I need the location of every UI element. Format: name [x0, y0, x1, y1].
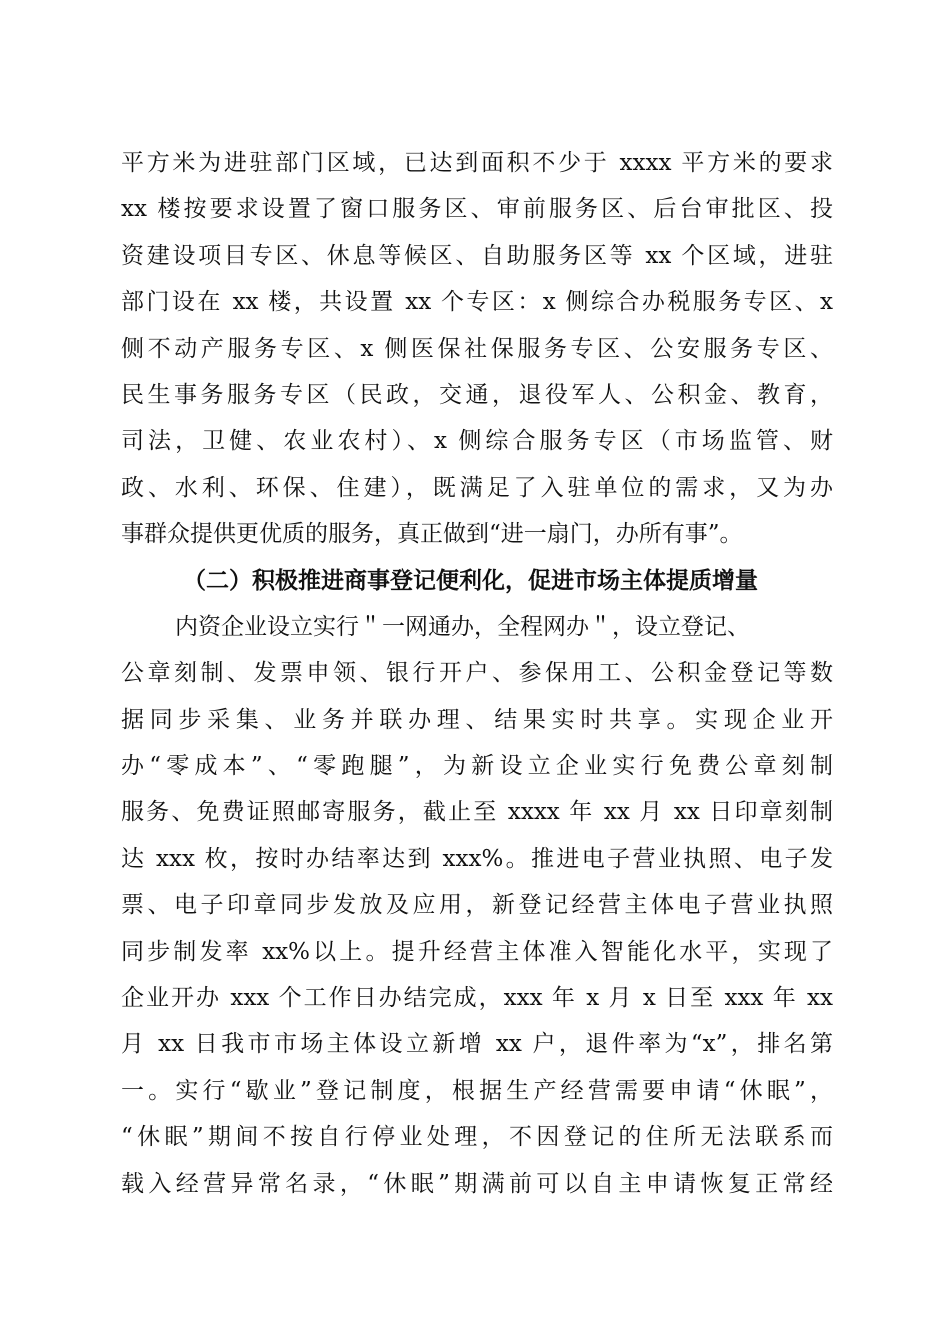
- paragraph-line: xx 楼按要求设置了窗口服务区、审前服务区、后台审批区、投: [121, 196, 833, 223]
- paragraph-line: 据同步采集、业务并联办理、结果实时共享。实现企业开: [121, 706, 833, 733]
- paragraph-line: 达 xxx 枚，按时办结率达到 xxx%。推进电子营业执照、电子发: [121, 845, 833, 872]
- paragraph-line: 办“零成本”、“零跑腿”，为新设立企业实行免费公章刻制: [121, 753, 833, 780]
- document-body: [121, 140, 833, 1207]
- paragraph-line: 资建设项目专区、休息等候区、自助服务区等 xx 个区域，进驻: [121, 242, 833, 269]
- paragraph-line: 企业开办 xxx 个工作日办结完成，xxx 年 x 月 x 日至 xxx 年 xx: [121, 985, 833, 1012]
- paragraph-line: 公章刻制、发票申领、银行开户、参保用工、公积金登记等数: [121, 660, 833, 687]
- paragraph-line: 平方米为进驻部门区域，已达到面积不少于 xxxx 平方米的要求: [121, 150, 833, 176]
- paragraph-line: 侧不动产服务专区、x 侧医保社保服务专区、公安服务专区、: [121, 335, 833, 362]
- paragraph-line: “休眠”期间不按自行停业处理，不因登记的住所无法联系而: [121, 1124, 833, 1151]
- paragraph-line: 政、水利、环保、住建），既满足了入驻单位的需求，又为办: [121, 474, 833, 501]
- paragraph-line: 同步制发率 xx%以上。提升经营主体准入智能化水平，实现了: [121, 938, 833, 965]
- paragraph-line: 事群众提供更优质的服务，真正做到“进一扇门，办所有事”。: [121, 521, 743, 548]
- section-heading: （二）积极推进商事登记便利化，促进市场主体提质增量: [183, 566, 758, 594]
- paragraph-line: 民生事务服务专区（民政，交通，退役军人、公积金、教育，: [121, 381, 833, 408]
- paragraph-line: 载入经营异常名录，“休眠”期满前可以自主申请恢复正常经: [121, 1170, 833, 1197]
- paragraph-line: 月 xx 日我市市场主体设立新增 xx 户，退件率为“x”，排名第: [121, 1031, 833, 1058]
- paragraph-line: 司法，卫健、农业农村）、x 侧综合服务专区（市场监管、财: [121, 428, 833, 455]
- paragraph-line: 内资企业设立实行＂一网通办，全程网办＂，设立登记、: [175, 613, 750, 640]
- paragraph-line: 票、电子印章同步发放及应用，新登记经营主体电子营业执照: [121, 892, 833, 919]
- paragraph-line: 部门设在 xx 楼，共设置 xx 个专区：x 侧综合办税服务专区、x: [121, 289, 833, 316]
- paragraph-line: 一。实行“歇业”登记制度，根据生产经营需要申请“休眠”，: [121, 1077, 833, 1104]
- paragraph-line: 服务、免费证照邮寄服务，截止至 xxxx 年 xx 月 xx 日印章刻制: [121, 799, 833, 826]
